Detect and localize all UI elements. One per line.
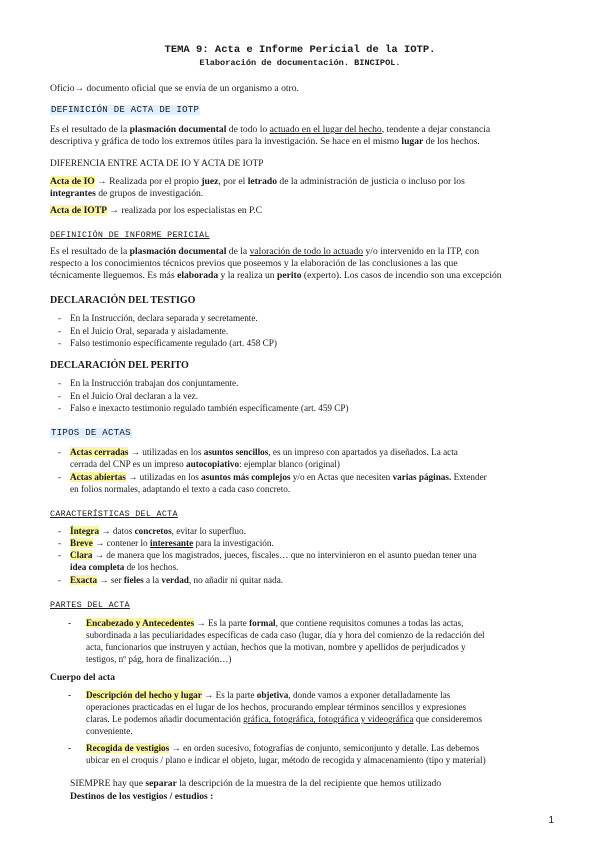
- caracteristica-integra: - Íntegra → datos concretos, evitar lo superfluo.: [58, 526, 246, 536]
- page-number: 1: [548, 815, 554, 826]
- testigo-item: - En la Instrucción, declara separada y secretamente.: [58, 313, 258, 323]
- section-caracteristicas: CARACTERÍSTICAS DEL ACTA: [50, 509, 178, 519]
- definicion-informe-text: Es el resultado de la plasmación documental de la valoración de todo lo actuado y/o intervenido en la ITP, con: [50, 246, 479, 257]
- testigo-item: - Falso testimonio específicamente regulado (art. 458 CP): [58, 338, 277, 348]
- caracteristica-clara-2: idea completa de los hechos.: [70, 562, 179, 572]
- tipo-acta-cerrada-2: cerrada del CNP es un impreso autocopiativo: ejemplar blanco (original): [70, 459, 340, 469]
- parte-recogida-2: ubicar en el croquis / plano e indicar el objeto, lugar, método de recogida y almacenamiento (tipo y material): [86, 755, 486, 765]
- parte-descripcion-2: operaciones practicadas en el lugar de los hechos, procurando emplear términos sencillos y expresiones: [86, 702, 467, 712]
- caracteristica-exacta: - Exacta → ser fieles a la verdad, no añadir ni quitar nada.: [58, 575, 284, 585]
- section-diferencia: DIFERENCIA ENTRE ACTA DE IO Y ACTA DE IOTP: [50, 159, 264, 169]
- siempre-note: SIEMPRE hay que separar la descripción de la muestra de la del recipiente que hemos utilizado: [70, 778, 442, 789]
- oficio-definition: Oficio→ documento oficial que se envía de un organismo a otro.: [50, 83, 299, 94]
- parte-descripcion-3: claras. Le podemos añadir documentación gráfica, fotográfica, fotográfica y videográfica que consideremos: [86, 714, 482, 724]
- definicion-acta-text-2: descriptiva y gráfica de todo los extremos útiles para la investigación. Se hace en el mismo lugar de los hechos.: [50, 136, 480, 147]
- caracteristica-breve: - Breve → contener lo interesante para la investigación.: [58, 538, 274, 548]
- perito-item: - Falso e inexacto testimonio regulado también específicamente (art. 459 CP): [58, 403, 349, 413]
- tipo-acta-cerrada: - Actas cerradas → utilizadas en los asuntos sencillos, es un impreso con apartados ya diseñados. La acta: [58, 447, 458, 457]
- destinos-heading: Destinos de los vestigios / estudios :: [70, 791, 214, 802]
- acta-iotp-text: Acta de IOTP → realizada por los especialistas en P.C: [50, 205, 263, 216]
- section-testigo: DECLARACIÓN DEL TESTIGO: [50, 295, 196, 306]
- definicion-informe-text-3: técnicamente lleguemos. Es más elaborada y la realiza un perito (experto). Los casos de incendio son una excepción: [50, 270, 502, 281]
- parte-encabezado: - Encabezado y Antecedentes → Es la parte formal, que contiene requisitos comunes a todas las actas,: [68, 618, 464, 628]
- parte-recogida: - Recogida de vestigios → en orden sucesivo, fotografías de conjunto, semiconjunto y detalle. Las debemos: [68, 743, 480, 753]
- parte-encabezado-2: subordinada a las peculiaridades específicas de cada caso (lugar, día y hora del comienzo de la redacción del: [86, 630, 485, 640]
- tipo-acta-abierta-2: en folios normales, adaptando el texto a cada caso concreto.: [70, 484, 291, 494]
- cuerpo-del-acta-heading: Cuerpo del acta: [50, 672, 116, 683]
- parte-encabezado-3: acta, funcionarios que instruyen y actúan, hechos que la motivan, nombre y apellidos de perjudicados y: [86, 642, 466, 652]
- tipo-acta-abierta: - Actas abiertas → utilizadas en los asuntos más complejos y/o en Actas que necesiten varias páginas. Extender: [58, 472, 487, 482]
- section-definicion-informe: DEFINICIÓN DE INFORME PERICIAL: [50, 230, 210, 240]
- definicion-informe-text-2: respecto a los conocimientos técnicos previos que poseemos y la elaboración de las conclusiones a las que: [50, 258, 458, 269]
- testigo-item: - En el Juicio Oral, separada y aisladamente.: [58, 326, 229, 336]
- document-title: TEMA 9: Acta e Informe Pericial de la IOTP.: [164, 44, 436, 56]
- parte-encabezado-4: testigos, nº pág, hora de finalización…): [86, 654, 232, 664]
- caracteristica-clara: - Clara → de manera que los magistrados, jueces, fiscales… que no intervinieron en el asunto puedan tener una: [58, 550, 477, 560]
- definicion-acta-text: Es el resultado de la plasmación documental de todo lo actuado en el lugar del hecho, tendente a dejar constancia: [50, 124, 491, 135]
- parte-descripcion-4: conveniente.: [86, 726, 133, 736]
- section-tipos-actas: TIPOS DE ACTAS: [51, 428, 131, 438]
- acta-io-text: Acta de IO → Realizada por el propio juez, por el letrado de la administración de justicia o incluso por los: [50, 176, 465, 187]
- parte-descripcion: - Descripción del hecho y lugar → Es la parte objetiva, donde vamos a exponer detalladamente las: [68, 690, 451, 700]
- acta-io-text-2: integrantes de grupos de investigación.: [50, 188, 204, 199]
- section-partes: PARTES DEL ACTA: [50, 600, 130, 610]
- perito-item: - En la Instrucción trabajan dos conjuntamente.: [58, 378, 239, 388]
- perito-item: - En el Juicio Oral declaran a la vez.: [58, 391, 199, 401]
- document-subtitle: Elaboración de documentación. BINCIPOL.: [199, 58, 401, 68]
- section-definicion-acta: DEFINICIÓN DE ACTA DE IOTP: [51, 105, 200, 115]
- section-perito: DECLARACIÓN DEL PERITO: [50, 360, 189, 371]
